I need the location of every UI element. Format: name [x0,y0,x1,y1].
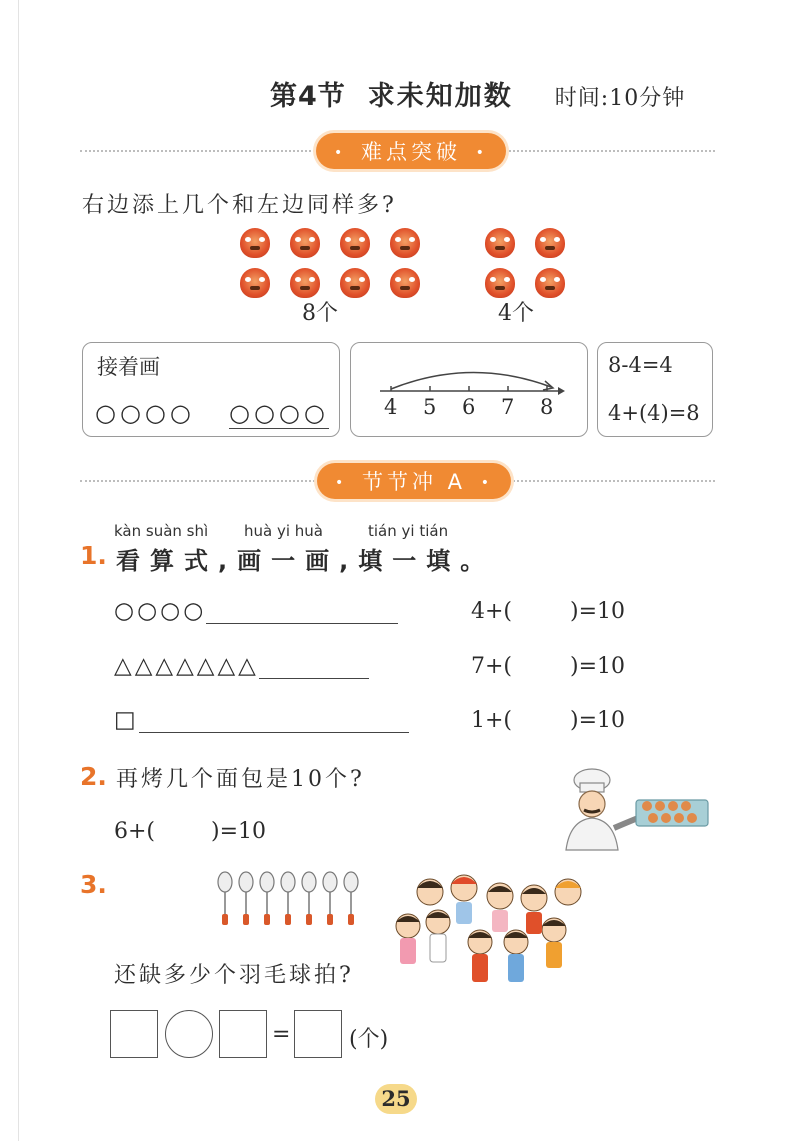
operator-circle[interactable] [165,1010,213,1058]
number-line [375,353,565,398]
tick-label: 6 [462,395,476,419]
section-badge-practice [317,463,511,499]
opera-mask-icon [390,268,420,298]
tick-label: 8 [540,395,554,419]
opera-mask-icon [390,228,420,258]
opera-mask-icon [535,228,565,258]
q2-equation [114,819,266,844]
mask-group-left [236,228,424,298]
draw-blank[interactable] [206,622,398,624]
given-shapes: △△△△△△△ [114,653,259,679]
fill-equation [471,599,625,624]
equation-right: )=10 [570,654,626,679]
section-badge-label: 难点突破 [360,140,461,164]
q1-instruction: 看算式,画一画,填一填。 [116,547,495,575]
addition-equation: 4+(4)=8 [608,401,700,425]
draw-blank[interactable] [259,677,369,679]
answer-box[interactable] [219,1010,267,1058]
pinyin-word: huà yi huà [244,522,323,540]
question-number: 1. [80,541,107,570]
page-number: 25 [375,1084,417,1114]
equals-sign: = [272,1022,291,1047]
subtraction-equation: 8-4=4 [608,353,673,377]
question-number: 3. [80,870,107,899]
example-question: 右边添上几个和左边同样多? [82,193,397,218]
section-number: 第4节 [270,81,346,112]
answer-box[interactable] [294,1010,342,1058]
children-group-icon [392,872,588,1000]
circles-drawn: ○○○○ [229,399,329,427]
shape-row [114,707,409,733]
opera-mask-icon [290,228,320,258]
section-badge-difficulty [316,133,506,169]
equation-left: 7+( [471,654,513,679]
page-edge [18,0,19,1141]
opera-mask-icon [485,268,515,298]
section-badge-label: 节节冲 A [361,470,466,494]
draw-box [82,342,340,437]
page-title: 求未知加数 [367,81,513,112]
time-limit: 时间:10分钟 [554,86,686,111]
q3-question: 还缺多少个羽毛球拍? [114,963,354,988]
fill-equation [471,708,625,733]
equation-left: 4+( [471,599,513,624]
shape-row [114,598,398,624]
badminton-racket-group [215,870,361,928]
question-number: 2. [80,762,107,791]
page-header [270,74,685,113]
right-count-label: 4个 [498,301,534,326]
opera-mask-icon [240,268,270,298]
pinyin-word: kàn suàn shì [114,522,209,540]
opera-mask-icon [485,228,515,258]
tick-label: 7 [501,395,515,419]
shape-row [114,653,369,679]
draw-box-title: 接着画 [97,355,160,379]
badminton-racket-icon [218,872,232,925]
equation-right: )=10 [211,819,267,844]
opera-mask-icon [340,268,370,298]
q2-text: 再烤几个面包是10个? [116,767,365,792]
given-shapes: ○○○○ [114,598,207,624]
opera-mask-icon [340,228,370,258]
equation-left: 1+( [471,708,513,733]
fill-equation [471,654,625,679]
equation-left: 6+( [114,819,156,844]
equation-right: )=10 [570,599,626,624]
given-shapes: □ [114,707,139,733]
answer-box[interactable] [110,1010,158,1058]
left-count-label: 8个 [302,301,338,326]
circles-given: ○○○○ [95,399,195,427]
equation-box [597,342,713,437]
chef-with-bread-tray-icon [552,766,712,852]
tick-label: 4 [384,395,398,419]
draw-blank[interactable] [139,731,409,733]
unit-label: (个) [349,1027,389,1052]
mask-group-right [481,228,569,298]
opera-mask-icon [240,228,270,258]
number-line-box [350,342,588,437]
pinyin-word: tián yi tián [368,522,449,540]
tick-label: 5 [423,395,437,419]
equation-right: )=10 [570,708,626,733]
opera-mask-icon [290,268,320,298]
opera-mask-icon [535,268,565,298]
